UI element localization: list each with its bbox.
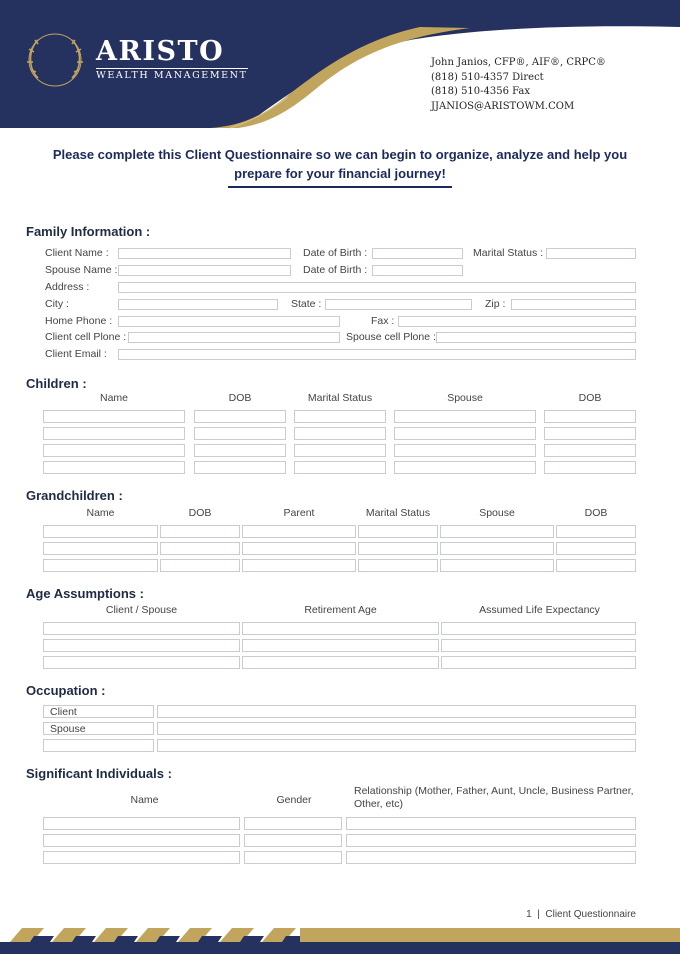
brand-block (96, 38, 248, 81)
contact-name: John Janios, CFP®, AIF®, CRPC® (431, 57, 606, 68)
significant-cell-r2-c3[interactable] (346, 834, 636, 847)
contact-fax: (818) 510-4356 Fax (431, 86, 531, 97)
spouse-dob-field[interactable] (372, 265, 463, 276)
grandchildren-header-spouse-dob: DOB (584, 507, 608, 519)
fax-field[interactable] (398, 316, 636, 327)
footer-stripes-icon (10, 928, 306, 942)
occupation-client-field[interactable] (157, 705, 636, 718)
family-title: Family Information : (26, 224, 151, 239)
grandchildren-cell-r1-c2[interactable] (160, 525, 240, 538)
children-cell-r4-c2[interactable] (194, 461, 286, 474)
children-cell-r4-c3[interactable] (294, 461, 386, 474)
spouse-name-field[interactable] (118, 265, 291, 276)
marital-status-field[interactable] (546, 248, 636, 259)
address-field[interactable] (118, 282, 636, 293)
children-cell-r2-c4[interactable] (394, 427, 536, 440)
grandchildren-cell-r3-c6[interactable] (556, 559, 636, 572)
home-phone-field[interactable] (118, 316, 340, 327)
brand-subtitle: WEALTH MANAGEMENT (96, 70, 248, 81)
occupation-spouse-label: Spouse (50, 723, 86, 735)
footer-label: Client Questionnaire (545, 909, 636, 920)
spouse-cell-label: Spouse cell Plone : (346, 331, 436, 343)
grandchildren-cell-r2-c3[interactable] (242, 542, 356, 555)
grandchildren-header-name: Name (86, 507, 115, 519)
state-label: State : (291, 298, 322, 310)
occupation-title: Occupation : (26, 683, 106, 698)
age-cell-r1-c2[interactable] (242, 622, 439, 635)
page-number: 1 (526, 909, 532, 920)
grandchildren-cell-r1-c1[interactable] (43, 525, 158, 538)
children-cell-r3-c3[interactable] (294, 444, 386, 457)
age-cell-r2-c2[interactable] (242, 639, 439, 652)
age-cell-r3-c1[interactable] (43, 656, 240, 669)
significant-cell-r1-c3[interactable] (346, 817, 636, 830)
grandchildren-cell-r3-c1[interactable] (43, 559, 158, 572)
significant-cell-r2-c2[interactable] (244, 834, 342, 847)
zip-label: Zip : (485, 298, 506, 310)
children-header-dob: DOB (228, 392, 252, 404)
children-header-name: Name (99, 392, 128, 404)
children-cell-r4-c4[interactable] (394, 461, 536, 474)
client-email-field[interactable] (118, 349, 636, 360)
significant-cell-r1-c1[interactable] (43, 817, 240, 830)
page-footer (526, 909, 636, 920)
contact-direct: (818) 510-4357 Direct (431, 71, 544, 83)
children-title: Children : (26, 376, 87, 391)
age-header-client: Client / Spouse (105, 604, 178, 616)
occupation-client-label: Client (50, 706, 77, 718)
children-cell-r1-c2[interactable] (194, 410, 286, 423)
spouse-cell-field[interactable] (436, 332, 636, 343)
age-title: Age Assumptions : (26, 586, 144, 601)
children-cell-r4-c1[interactable] (43, 461, 185, 474)
grandchildren-cell-r1-c3[interactable] (242, 525, 356, 538)
grandchildren-cell-r2-c6[interactable] (556, 542, 636, 555)
grandchildren-cell-r3-c2[interactable] (160, 559, 240, 572)
grandchildren-cell-r3-c4[interactable] (358, 559, 438, 572)
significant-header-gender: Gender (276, 794, 312, 806)
significant-cell-r1-c2[interactable] (244, 817, 342, 830)
children-cell-r2-c5[interactable] (544, 427, 636, 440)
spouse-name-label: Spouse Name : (45, 264, 118, 276)
children-cell-r2-c3[interactable] (294, 427, 386, 440)
children-cell-r1-c1[interactable] (43, 410, 185, 423)
occupation-client-label-cell (43, 705, 154, 718)
city-label: City : (45, 298, 69, 310)
children-header-spouse: Spouse (447, 392, 483, 404)
occupation-spouse-label-cell (43, 722, 154, 735)
children-cell-r1-c5[interactable] (544, 410, 636, 423)
children-cell-r1-c3[interactable] (294, 410, 386, 423)
occupation-spouse-field[interactable] (157, 722, 636, 735)
children-cell-r3-c5[interactable] (544, 444, 636, 457)
brand-name: ARISTO (96, 36, 225, 67)
significant-header-relationship: Relationship (Mother, Father, Aunt, Uncle, Business Partner, Other, etc) (354, 785, 634, 810)
age-cell-r2-c3[interactable] (441, 639, 636, 652)
occupation-extra-field[interactable] (157, 739, 636, 752)
contact-block (431, 56, 606, 114)
significant-cell-r3-c1[interactable] (43, 851, 240, 864)
age-cell-r1-c1[interactable] (43, 622, 240, 635)
client-dob-field[interactable] (372, 248, 463, 259)
fax-label: Fax : (371, 315, 395, 327)
address-label: Address : (45, 281, 90, 293)
home-phone-label: Home Phone : (45, 315, 113, 327)
grandchildren-cell-r2-c2[interactable] (160, 542, 240, 555)
grandchildren-cell-r1-c6[interactable] (556, 525, 636, 538)
age-header-retirement: Retirement Age (304, 604, 377, 616)
intro-text: Please complete this Client Questionnaire so we can begin to organize, analyze and help you prepare for your financial journey! (52, 147, 628, 181)
client-email-label: Client Email : (45, 348, 107, 360)
significant-title: Significant Individuals : (26, 766, 172, 781)
footer-banner (0, 922, 680, 954)
grandchildren-cell-r1-c4[interactable] (358, 525, 438, 538)
city-field[interactable] (118, 299, 278, 310)
children-cell-r3-c1[interactable] (43, 444, 185, 457)
age-cell-r3-c2[interactable] (242, 656, 439, 669)
grandchildren-title: Grandchildren : (26, 488, 123, 503)
significant-cell-r3-c3[interactable] (346, 851, 636, 864)
intro-underline (228, 186, 452, 188)
children-cell-r1-c4[interactable] (394, 410, 536, 423)
zip-field[interactable] (511, 299, 636, 310)
children-cell-r2-c2[interactable] (194, 427, 286, 440)
grandchildren-header-spouse: Spouse (479, 507, 515, 519)
age-cell-r1-c3[interactable] (441, 622, 636, 635)
grandchildren-header-dob: DOB (188, 507, 212, 519)
client-name-field[interactable] (118, 248, 291, 259)
significant-cell-r3-c2[interactable] (244, 851, 342, 864)
grandchildren-header-marital: Marital Status (365, 507, 431, 519)
age-cell-r3-c3[interactable] (441, 656, 636, 669)
marital-status-label: Marital Status : (473, 247, 544, 259)
client-cell-label: Client cell Plone : (45, 331, 127, 343)
client-dob-label: Date of Birth : (303, 247, 368, 259)
children-header-marital: Marital Status (307, 392, 373, 404)
children-cell-r4-c5[interactable] (544, 461, 636, 474)
client-name-label: Client Name : (45, 247, 109, 259)
client-cell-field[interactable] (128, 332, 340, 343)
age-cell-r2-c1[interactable] (43, 639, 240, 652)
grandchildren-cell-r2-c4[interactable] (358, 542, 438, 555)
grandchildren-cell-r3-c3[interactable] (242, 559, 356, 572)
state-field[interactable] (325, 299, 472, 310)
occupation-extra-label-cell (43, 739, 154, 752)
significant-header-name: Name (130, 794, 159, 806)
children-cell-r3-c2[interactable] (194, 444, 286, 457)
spouse-dob-label: Date of Birth : (303, 264, 368, 276)
grandchildren-cell-r3-c5[interactable] (440, 559, 554, 572)
children-cell-r2-c1[interactable] (43, 427, 185, 440)
footer-separator: | (534, 909, 543, 920)
grandchildren-header-parent: Parent (283, 507, 315, 519)
grandchildren-cell-r2-c5[interactable] (440, 542, 554, 555)
children-header-spouse-dob: DOB (578, 392, 602, 404)
children-cell-r3-c4[interactable] (394, 444, 536, 457)
age-header-life: Assumed Life Expectancy (479, 604, 600, 616)
grandchildren-cell-r2-c1[interactable] (43, 542, 158, 555)
significant-cell-r2-c1[interactable] (43, 834, 240, 847)
grandchildren-cell-r1-c5[interactable] (440, 525, 554, 538)
contact-email: JJANIOS@ARISTOWM.COM (431, 100, 575, 112)
